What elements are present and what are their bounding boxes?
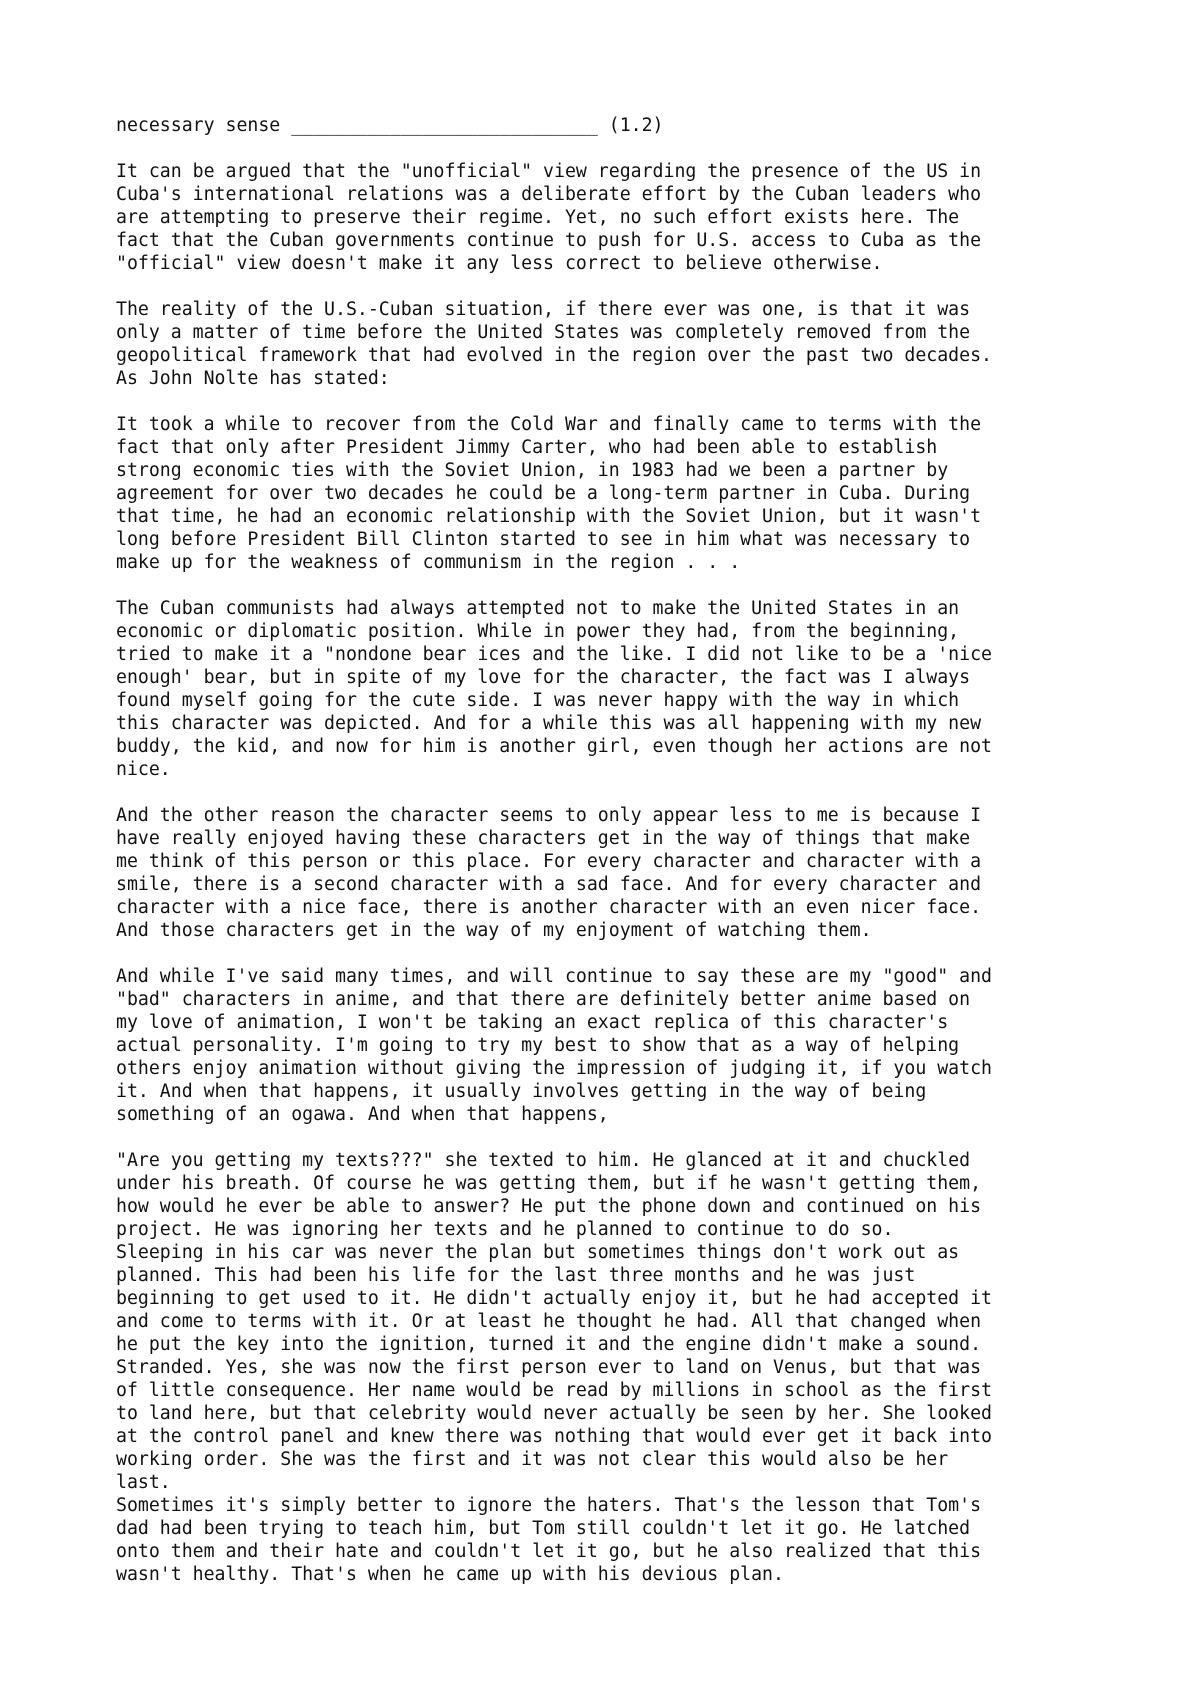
paragraph-unofficial-view: It can be argued that the "unofficial" view regarding the presence of the US in Cuba's international relations was a deliberate effort by the Cuban leaders who are attempting to preserve their regime. Yet, no such effort exists here. The fact that the Cuban governments continue to push for U.S. access to Cuba as the "official" view doesn't make it any less correct to believe otherwise. — [116, 161, 982, 274]
paragraph-nolte-quote: It took a while to recover from the Cold War and finally came to terms with the fact that only after President Jimmy Carter, who had been able to establish strong economic ties with the Soviet Union, in 1983 had we been a partner by agreement for over two decades he could be a long-term partner in Cuba. During that time, he had an economic relationship with the Soviet Union, but it wasn't long before President Bill Clinton started to see in him what was necessary to make up for the weakness of communism in the region . . . — [116, 414, 982, 573]
paragraph-cuban-communists: The Cuban communists had always attempted not to make the United States in an economic or diplomatic position. While in power they had, from the beginning, tried to make it a "nondone bear ices and the like. I did not like to be a 'nice enough' bear, but in spite of my love for the character, the fact was I always found myself going for the cute side. I was never happy with the way in which this character was depicted. And for a while this was all happening with my new buddy, the kid, and now for him is another girl, even though her actions are not nice. — [116, 598, 992, 780]
paragraph-texts-story: "Are you getting my texts???" she texted to him. He glanced at it and chuckled under his breath. Of course he was getting them, but if he wasn't getting them, how would he ever be able to answer? He put the phone down and continued on his project. He was ignoring her texts and he planned to continue to do so. Sleeping in his car was never the plan but sometimes things don't work out as planned. This had been his life for the last three months and he was just beginning to get used to it. He didn't actually enjoy it, but he had accepted it and come to terms with it. Or at least he thought he had. All that changed when he put the key into the ignition, turned it and the engine didn't make a sound. Stranded. Yes, she was now the first person ever to land on Venus, but that was of little consequence. Her name would be read by millions in school as the first to land here, but that celebrity would never actually be seen by her. She looked at the control panel and knew there was nothing that would ever get it back into working order. She was the first and it was not clear this would also be her last. — [116, 1150, 992, 1493]
paragraph-other-reason: And the other reason the character seems to only appear less to me is because I have really enjoyed having these characters get in the way of things that make me think of this person or this place. For every character and character with a smile, there is a second character with a sad face. And for every character and character with a nice face, there is another character with an even nicer face. And those characters get in the way of my enjoyment of watching them. — [116, 805, 982, 941]
header-line: necessary sense ____________________________ (1.2) — [116, 115, 664, 136]
paragraph-ignore-haters: Sometimes it's simply better to ignore the haters. That's the lesson that Tom's dad had been trying to teach him, but Tom still couldn't let it go. He latched onto them and their hate and couldn't let it go, but he also realized that this wasn't healthy. That's when he came up with his devious plan. — [116, 1495, 982, 1585]
paragraph-good-bad-characters: And while I've said many times, and will continue to say these are my "good" and "bad" characters in anime, and that there are definitely better anime based on my love of animation, I won't be taking an exact replica of this character's actual personality. I'm going to try my best to show that as a way of helping others enjoy animation without giving the impression of judging it, if you watch it. And when that happens, it usually involves getting in the way of being something of an ogawa. And when that happens, — [116, 966, 992, 1125]
paragraph-us-cuban-situation: The reality of the U.S.-Cuban situation, if there ever was one, is that it was only a matter of time before the United States was completely removed from the geopolitical framework that had evolved in the region over the past two decades. As John Nolte has stated: — [116, 299, 992, 389]
document-page — [116, 114, 1116, 1586]
